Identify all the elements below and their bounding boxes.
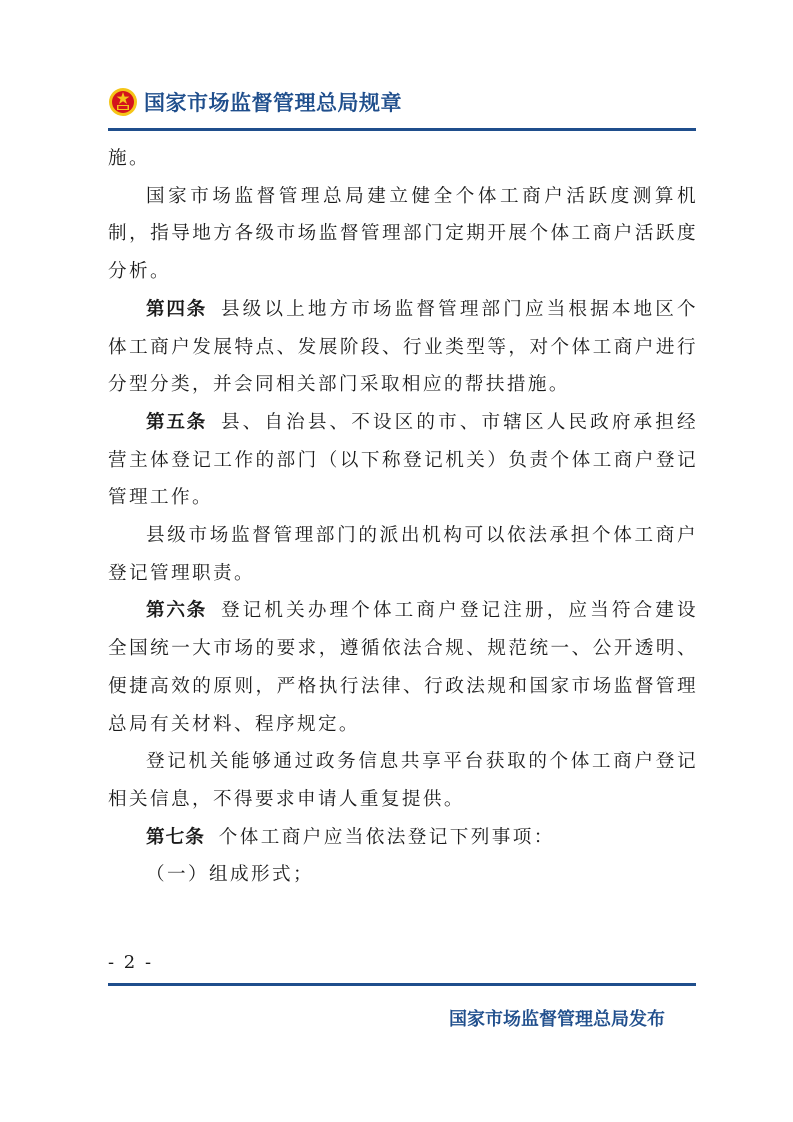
- article-text: 个体工商户应当依法登记下列事项：: [218, 826, 555, 848]
- paragraph: 施。: [108, 148, 150, 169]
- page-number: - 2 -: [108, 952, 154, 973]
- article-label: 第四条: [146, 298, 207, 320]
- paragraph: 县级市场监督管理部门的派出机构可以依法承担个体工商户登记管理职责。: [108, 525, 698, 584]
- article-4: [108, 291, 698, 404]
- footer-divider: [108, 983, 696, 986]
- article-label: 第六条: [146, 600, 207, 622]
- header-divider: [108, 128, 696, 131]
- article-7: [108, 819, 698, 857]
- article-6: [108, 592, 698, 743]
- article-text: 登记机关办理个体工商户登记注册，应当符合建设全国统一大市场的要求，遵循依法合规、规范统一、公开透明、便捷高效的原则，严格执行法律、行政法规和国家市场监督管理总局有关材料、程序规定。: [108, 600, 698, 735]
- footer-publisher: 国家市场监督管理总局发布: [449, 1009, 665, 1030]
- page-header: [108, 84, 402, 120]
- list-item: （一）组成形式；: [146, 864, 314, 886]
- article-label: 第五条: [146, 411, 207, 433]
- document-body: [108, 140, 698, 894]
- paragraph: 国家市场监督管理总局建立健全个体工商户活跃度测算机制，指导地方各级市场监督管理部门定期开展个体工商户活跃度分析。: [108, 185, 698, 283]
- article-5: [108, 404, 698, 517]
- article-text: 县、自治县、不设区的市、市辖区人民政府承担经营主体登记工作的部门（以下称登记机关）负责个体工商户登记管理工作。: [108, 411, 698, 509]
- header-title: 国家市场监督管理总局规章: [144, 91, 402, 115]
- paragraph: 登记机关能够通过政务信息共享平台获取的个体工商户登记相关信息，不得要求申请人重复提供。: [108, 751, 698, 810]
- national-emblem-icon: [108, 87, 138, 117]
- article-label: 第七条: [146, 826, 205, 848]
- article-text: 县级以上地方市场监督管理部门应当根据本地区个体工商户发展特点、发展阶段、行业类型等，对个体工商户进行分型分类，并会同相关部门采取相应的帮扶措施。: [108, 298, 698, 396]
